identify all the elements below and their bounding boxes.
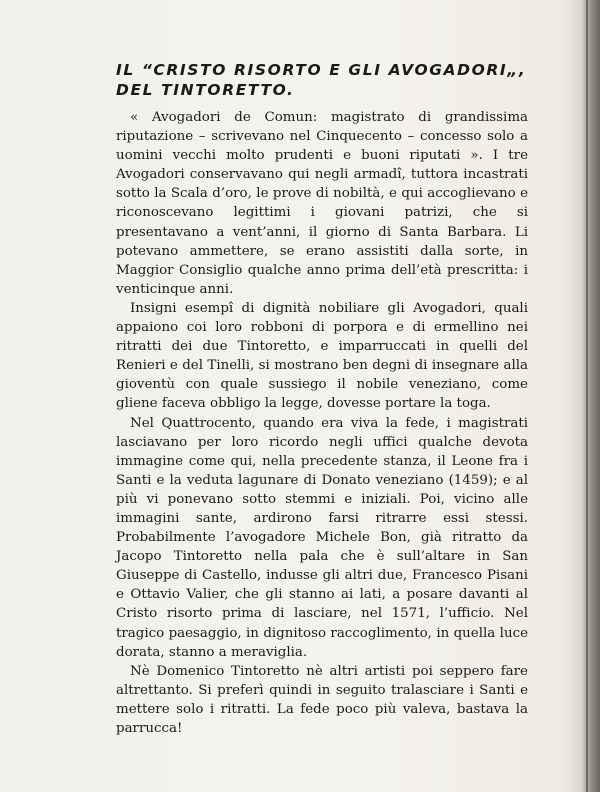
page-gutter xyxy=(582,0,600,792)
section-heading-line-1: IL “CRISTO RISORTO E GLI AVOGADORI„, xyxy=(116,61,527,79)
section-heading-line-2: DEL TINTORETTO. xyxy=(116,81,295,99)
section-heading xyxy=(116,60,528,100)
page-edge-line xyxy=(586,0,588,792)
paragraph-4: Nè Domenico Tintoretto nè altri artisti poi seppero fare altrettanto. Si preferì quindi in seguito tralasciare i Santi e mettere solo i ritratti. La fede poco più valeva, bastava la parrucca! xyxy=(116,663,528,736)
paragraph-2: Insigni esempî di dignità nobiliare gli Avogadori, quali appaiono coi loro robboni di porpora e di ermellino nei ritratti dei due Tintoretto, e imparruccati in quelli del Renieri e del Tinelli, si mostrano ben degni di insegnare alla gioventù con quale sussiego il nobile veneziano, come gliene faceva obbligo la legge, dovesse portare la toga. xyxy=(116,300,528,412)
page-text xyxy=(116,60,528,738)
paragraph-1: « Avogadori de Comun: magistrato di grandissima riputazione – scrivevano nel Cinquecento – concesso solo a uomini vecchi molto prudenti e buoni riputati ». I tre Avogadori conservavano qui negli armadî, tuttora incastrati sotto la Scala d’oro, le prove di nobiltà, e qui accoglievano e riconoscevano legittimi i giovani patrizi, che si presentavano a vent’anni, il giorno di Santa Barbara. Li potevano ammettere, se erano assistiti dalla sorte, in Maggior Consiglio qualche anno prima dell’età prescritta: i venticinque anni. xyxy=(116,110,528,297)
paragraph-3: Nel Quattrocento, quando era viva la fede, i magistrati lasciavano per loro ricordo negli uffici qualche devota immagine come qui, nella precedente stanza, il Leone fra i Santi e la veduta lagunare di Donato veneziano (1459); e al più vi ponevano sotto stemmi e iniziali. Poi, vicino alle immagini sante, ardirono farsi ritrarre essi stessi. Probabilmente l’avogadore Michele Bon, già ritratto da Jacopo Tintoretto nella pala che è sull’altare in San Giuseppe di Castello, indusse gli altri due, Francesco Pisani e Ottavio Valier, che gli stanno ai lati, a posare davanti al Cristo risorto prima di lasciare, nel 1571, l’ufficio. Nel tragico paesaggio, in dignitoso raccoglimento, in quella luce dorata, stanno a meraviglia. xyxy=(116,415,528,660)
